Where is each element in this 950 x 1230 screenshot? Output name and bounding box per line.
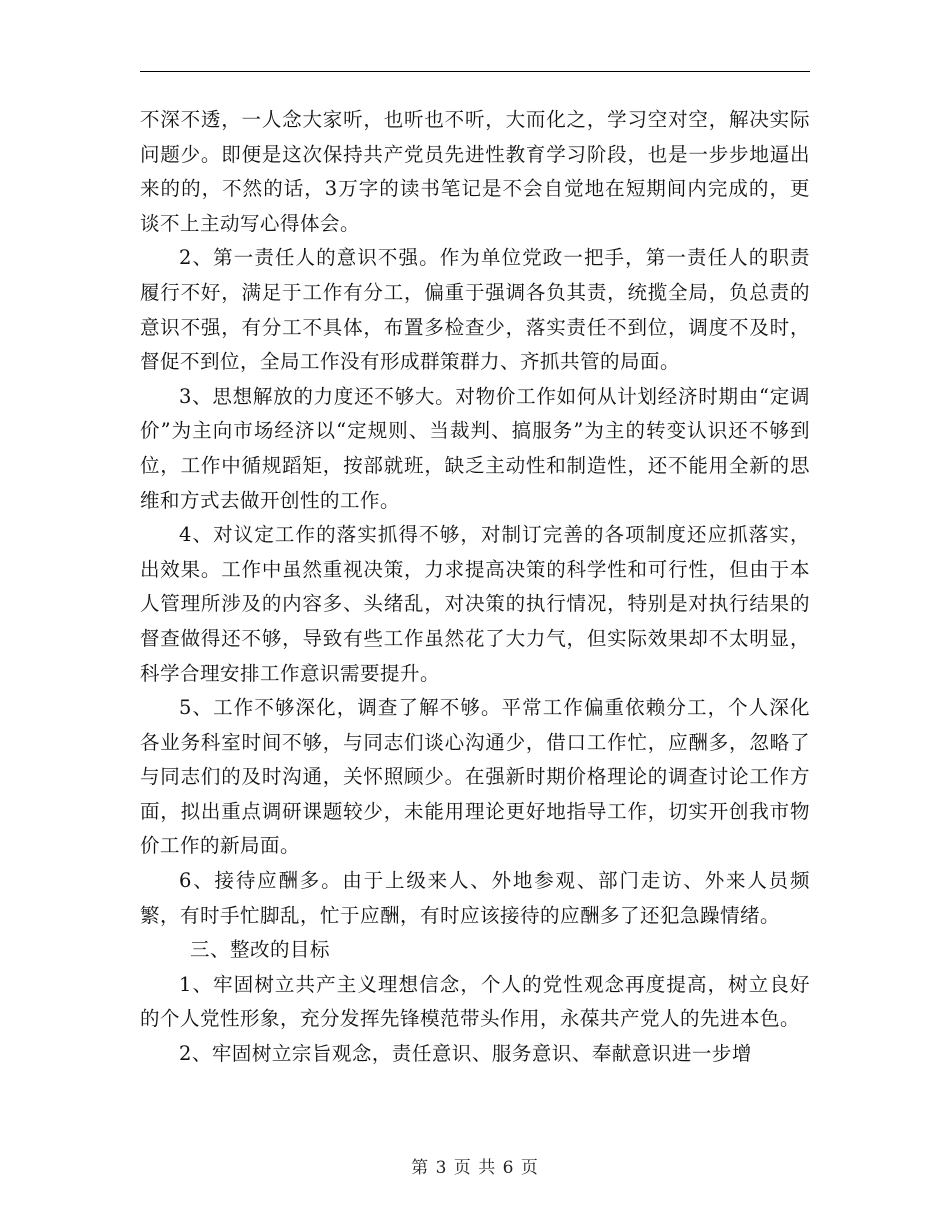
paragraph-goal-1: 1、牢固树立共产主义理想信念，个人的党性观念再度提高，树立良好的个人党性形象，充分发挥先锋模范带头作用，永葆共产党人的先进本色。 [140, 972, 810, 1031]
paragraph-continuation: 不深不透，一人念大家听，也听也不听，大而化之，学习空对空，解决实际问题少。即便是这次保持共产党员先进性教育学习阶段，也是一步步地逼出来的的，不然的话，3万字的读书笔记是不会自觉地在短期间内完成的，更谈不上主动写心得体会。 [140, 108, 810, 235]
document-body [140, 103, 810, 1072]
header-rule [140, 71, 810, 72]
paragraph-item-3: 3、思想解放的力度还不够大。对物价工作如何从计划经济时期由“定调价”为主向市场经济以“定规则、当裁判、搞服务”为主的转变认识还不够到位，工作中循规蹈矩，按部就班，缺乏主动性和制造性，还不能用全新的思维和方式去做开创性的工作。 [140, 384, 810, 512]
page-number-footer: 第 3 页 共 6 页 [411, 1158, 539, 1178]
paragraph-item-6: 6、接待应酬多。由于上级来人、外地参观、部门走访、外来人员频繁，有时手忙脚乱，忙于应酬，有时应该接待的应酬多了还犯急躁情绪。 [140, 869, 810, 927]
paragraph-goal-2: 2、牢固树立宗旨观念，责任意识、服务意识、奉献意识进一步增 [179, 1042, 752, 1066]
paragraph-item-5: 5、工作不够深化，调查了解不够。平常工作偏重依赖分工，个人深化各业务科室时间不够，与同志们谈心沟通少，借口工作忙，应酬多，忽略了与同志们的及时沟通，关怀照顾少。在强新时期价格理论的调查讨论工作方面，拟出重点调研课题较少，未能用理论更好地指导工作，切实开创我市物价工作的新局面。 [140, 696, 810, 858]
paragraph-item-2: 2、第一责任人的意识不强。作为单位党政一把手，第一责任人的职责履行不好，满足于工作有分工，偏重于强调各负其责，统揽全局，负总责的意识不强，有分工不具体，布置多检查少，落实责任不到位，调度不及时，督促不到位，全局工作没有形成群策群力、齐抓共管的局面。 [140, 246, 810, 374]
paragraph-item-4: 4、对议定工作的落实抓得不够，对制订完善的各项制度还应抓落实，出效果。工作中虽然重视决策，力求提高决策的科学性和可行性，但由于本人管理所涉及的内容多、头绪乱，对决策的执行情况，特别是对执行结果的督查做得还不够，导致有些工作虽然花了大力气，但实际效果却不太明显，科学合理安排工作意识需要提升。 [140, 523, 810, 685]
section-heading: 三、整改的目标 [190, 938, 331, 962]
